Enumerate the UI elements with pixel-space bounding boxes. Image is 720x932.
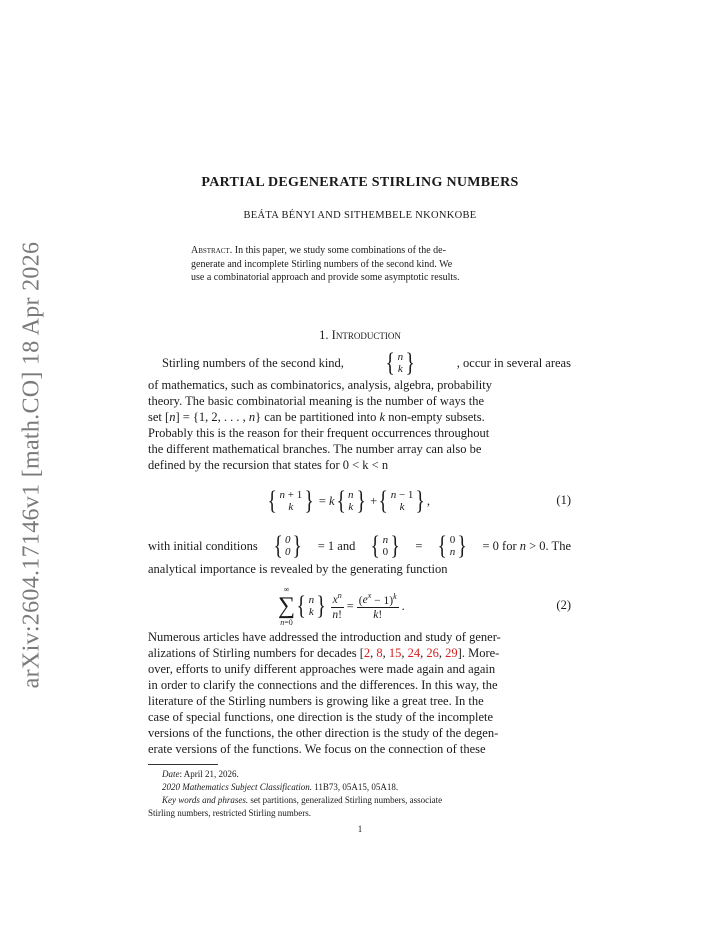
equation-1: { n + 1 k } = k { n k } + { n − 1 k } , (1) (267, 486, 571, 515)
equation-2: ∞ ∑ n=0 { n k } $\frac{x^n}{n!}$ = $\frac{(e^x - 1)^k}{k!}$ . (2) (278, 585, 571, 627)
abstract-line: use a combinatorial approach and provide some asymptotic results. (191, 272, 460, 283)
text-line: versions of the functions, the other direction is the study of the degen- (148, 726, 499, 740)
text-line: case of special functions, one direction is the study of the incomplete (148, 710, 494, 724)
abstract (191, 244, 529, 285)
date-value: : April 21, 2026. (179, 769, 239, 779)
citation-link[interactable]: 2 (363, 646, 371, 660)
text-line: erate versions of the functions. We focus on the connection of these (148, 742, 486, 756)
text-line: with initial conditions (148, 539, 258, 553)
text-line: the different mathematical branches. The number array can also be (148, 442, 482, 456)
text-line: literature of the Stirling numbers is growing like a great tree. In the (148, 694, 484, 708)
paper-title: PARTIAL DEGENERATE STIRLING NUMBERS (201, 175, 519, 190)
body-paragraph (148, 629, 571, 757)
text-line: theory. The basic combinatorial meaning is the number of ways the (148, 394, 485, 408)
text-line: in order to clarify the connections and the differences. In this way, the (148, 678, 498, 692)
footnotes (148, 768, 571, 820)
arxiv-stamp (18, 241, 46, 689)
keywords-value: Stirling numbers, restricted Stirling numbers. (148, 808, 311, 818)
text-line: Probably this is the reason for their frequent occurrences throughout (148, 426, 490, 440)
msc-value: 11B73, 05A15, 05A18. (312, 782, 399, 792)
text-line: = 1 and (317, 539, 356, 553)
msc-label: 2020 Mathematics Subject Classification. (162, 782, 312, 792)
keywords-label: Key words and phrases. (162, 795, 249, 805)
page-number: 1 (357, 824, 363, 834)
arxiv-stamp-text: arXiv:2604.17146v1 [math.CO] 18 Apr 2026 (18, 241, 45, 689)
abstract-label: Abstract. (191, 245, 233, 256)
intro-paragraph (148, 349, 571, 473)
date-label: Date (162, 769, 180, 779)
citation-link[interactable]: 29 (445, 646, 458, 660)
abstract-line: In this paper, we study some combinations of the de- (232, 245, 446, 256)
text-line: Stirling numbers of the second kind, (162, 356, 344, 370)
text-line: set [n] = {1, 2, . . . , n} can be partitioned into k non-empty subsets. (148, 410, 485, 424)
text-line: analytical importance is revealed by the generating function (148, 562, 448, 576)
equation-number: (1) (556, 493, 571, 507)
section-number: 1. (319, 328, 329, 342)
equation-number: (2) (556, 598, 571, 612)
section-heading (0, 328, 720, 343)
text-line: defined by the recursion that states for 0 < k < n (148, 458, 389, 472)
abstract-line: generate and incomplete Stirling numbers of the second kind. We (191, 258, 453, 270)
section-title: Introduction (331, 328, 401, 342)
text-line: of mathematics, such as combinatorics, analysis, algebra, probability (148, 378, 493, 392)
text-line: Numerous articles have addressed the introduction and study of gener- (148, 630, 501, 644)
citation-link[interactable]: 24 (407, 646, 421, 660)
text-line: alizations of Stirling numbers for decades [2, 8, 15, 24, 26, 29]. More- (148, 646, 500, 660)
citation-link[interactable]: 26 (426, 646, 439, 660)
footnote-rule (148, 764, 218, 765)
text-line: over, efforts to unify different approaches were made again and again (148, 662, 496, 676)
stirling-symbol: { n k } (385, 348, 416, 377)
initial-conditions: with initial conditions { 0 0 } = 1 and { n 0 } = { 0 n } = 0 for n > 0. The analytical importance is revealed by the generating function (148, 531, 571, 576)
citation-link[interactable]: 8 (376, 646, 383, 660)
text-line: , occur in several areas (456, 356, 571, 370)
citation-link[interactable]: 15 (388, 646, 402, 660)
keywords-value: set partitions, generalized Stirling numbers, associate (248, 795, 443, 805)
paper-authors: BEÁTA BÉNYI AND SITHEMBELE NKONKOBE (243, 210, 477, 221)
